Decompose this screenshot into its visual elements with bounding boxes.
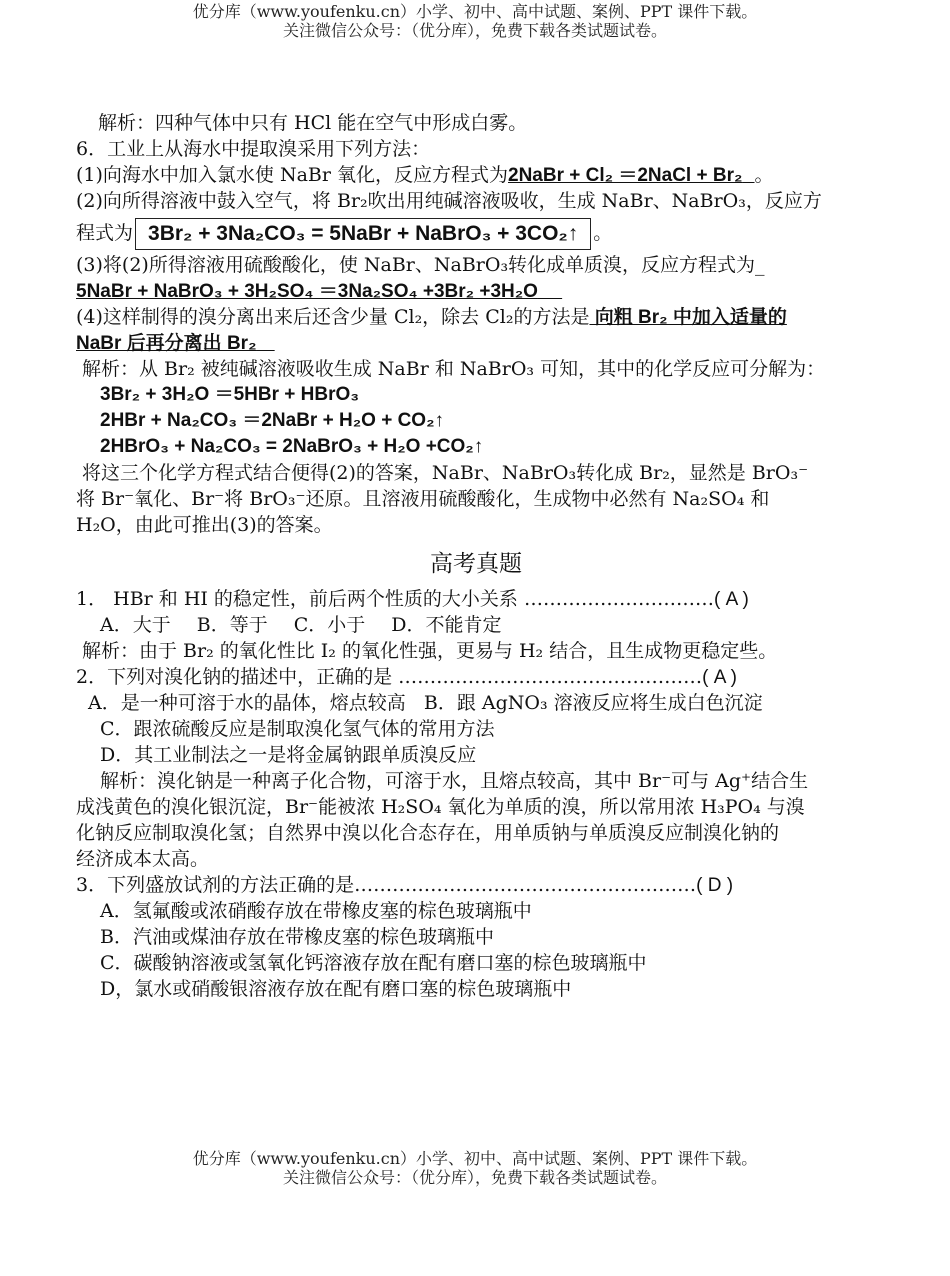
gq2-analysis-line-3: 化钠反应制取溴化氢；自然界中溴以化合态存在，用单质钠与单质溴反应制溴化钠的 — [76, 822, 780, 844]
section-title: 高考真题 — [430, 551, 522, 577]
gq3-answer: ( D ) — [696, 875, 734, 896]
q6-part4-prefix: (4)这样制得的溴分离出来后还含少量 Cl₂，除去 Cl₂的方法是 — [76, 306, 590, 328]
q6-part1-suffix: 。 — [754, 164, 774, 186]
page-footer — [0, 1149, 950, 1187]
gq3-option-a: A．氢氟酸或浓硝酸存放在带橡皮塞的棕色玻璃瓶中 — [100, 900, 532, 922]
gq3-option-c: C．碳酸钠溶液或氢氧化钙溶液存放在配有磨口塞的棕色玻璃瓶中 — [100, 952, 647, 974]
q6-part3-answer-line — [76, 278, 876, 304]
q6-analysis-line-3: H₂O，由此可推出(3)的答案。 — [76, 514, 333, 536]
q6-part2-answer-box: 3Br₂ + 3Na₂CO₃ = 5NaBr + NaBrO₃ + 3CO₂↑ — [135, 218, 591, 250]
q6-part4-line2 — [76, 330, 876, 356]
gq2-analysis-line-2: 成浅黄色的溴化银沉淀，Br⁻能被浓 H₂SO₄ 氧化为单质的溴，所以常用浓 H₃PO₄ 与溴 — [76, 796, 805, 818]
q6-stem: 6．工业上从海水中提取溴采用下列方法： — [76, 138, 431, 160]
q6-part4-answer-1: 向粗 Br₂ 中加入适量的 — [589, 307, 787, 328]
q6-part4-answer-2: NaBr 后再分离出 Br₂ — [76, 333, 257, 354]
gq2-option-b: B．跟 AgNO₃ 溶液反应将生成白色沉淀 — [423, 692, 763, 714]
q6-part2-line1: (2)向所得溶液中鼓入空气，将 Br₂吹出用纯碱溶液吸收，生成 NaBr、NaBrO₃，反应方 — [76, 190, 822, 212]
footer-line-1: 优分库（www.youfenku.cn）小学、初中、高中试题、案例、PPT 课件下载。 — [192, 1149, 758, 1168]
gq1-analysis: 解析：由于 Br₂ 的氧化性比 I₂ 的氧化性强，更易与 H₂ 结合，且生成物更稳定些。 — [82, 640, 778, 662]
gq1-stem: 1． HBr 和 HI 的稳定性，前后两个性质的大小关系 ………………………… — [76, 588, 714, 610]
gq2-analysis-line-4: 经济成本太高。 — [76, 848, 210, 870]
q6-equation-1: 3Br₂ + 3H₂O ＝5HBr + HBrO₃ — [100, 384, 360, 405]
document-body — [76, 110, 876, 1002]
gq1-stem-line — [76, 586, 876, 612]
gq1-option-c: C．小于 — [293, 614, 366, 636]
gq3-option-b: B．汽油或煤油存放在带橡皮塞的棕色玻璃瓶中 — [100, 926, 494, 948]
q6-equation-2: 2HBr + Na₂CO₃ ＝2NaBr + H₂O + CO₂↑ — [100, 410, 445, 431]
q6-part2-suffix: 。 — [593, 222, 613, 244]
q6-analysis-intro: 解析：从 Br₂ 被纯碱溶液吸收生成 NaBr 和 NaBrO₃ 可知，其中的化学反应可分解为： — [82, 358, 826, 380]
gq2-stem-line — [76, 664, 876, 690]
header-line-2: 关注微信公众号：（优分库），免费下载各类试题试卷。 — [282, 21, 667, 40]
gq1-option-d: D．不能肯定 — [391, 614, 502, 636]
q6-part3-answer: 5NaBr + NaBrO₃ + 3H₂SO₄ ＝3Na₂SO₄ +3Br₂ +3H₂O — [76, 281, 538, 302]
header-line-1: 优分库（www.youfenku.cn）小学、初中、高中试题、案例、PPT 课件下载。 — [192, 2, 758, 21]
q6-part2-prefix: 程式为 — [76, 222, 134, 244]
q6-analysis-line-2: 将 Br⁻氧化、Br⁻将 BrO₃⁻还原。且溶液用硫酸酸化，生成物中必然有 Na₂SO₄ 和 — [76, 488, 770, 510]
q6-analysis-line-1: 将这三个化学方程式结合便得(2)的答案，NaBr、NaBrO₃转化成 Br₂，显然是 BrO₃⁻ — [82, 462, 809, 484]
q6-part3-line1: (3)将(2)所得溶液用硫酸酸化，使 NaBr、NaBrO₃转化成单质溴，反应方程式为_ — [76, 254, 765, 276]
gq2-option-a: A．是一种可溶于水的晶体，熔点较高 — [88, 692, 406, 714]
gq2-analysis-line-1: 解析：溴化钠是一种离子化合物，可溶于水，且熔点较高，其中 Br⁻可与 Ag⁺结合生 — [100, 770, 809, 792]
gq1-answer: ( A ) — [713, 589, 749, 610]
gq2-options-ab — [76, 690, 876, 716]
analysis-q5: 解析：四种气体中只有 HCl 能在空气中形成白雾。 — [98, 112, 528, 134]
page-header — [0, 2, 950, 40]
gq2-option-d: D．其工业制法之一是将金属钠跟单质溴反应 — [100, 744, 477, 766]
gq3-stem-line — [76, 872, 876, 898]
q6-part1-prefix: (1)向海水中加入氯水使 NaBr 氧化，反应方程式为 — [76, 164, 508, 186]
gq3-stem: 3．下列盛放试剂的方法正确的是……………………………………………… — [76, 874, 697, 896]
gq2-option-c: C．跟浓硫酸反应是制取溴化氢气体的常用方法 — [100, 718, 495, 740]
q6-part4-line1 — [76, 304, 876, 330]
gq1-option-a: A．大于 — [100, 614, 171, 636]
q6-part1 — [76, 162, 876, 188]
gq1-options — [76, 612, 876, 638]
footer-line-2: 关注微信公众号：（优分库），免费下载各类试题试卷。 — [282, 1168, 667, 1187]
gq2-stem: 2．下列对溴化钠的描述中，正确的是 ………………………………………… — [76, 666, 703, 688]
q6-equation-3: 2HBrO₃ + Na₂CO₃ = 2NaBrO₃ + H₂O +CO₂↑ — [100, 436, 484, 457]
gq3-option-d: D，氯水或硝酸银溶液存放在配有磨口塞的棕色玻璃瓶中 — [100, 978, 572, 1000]
gq1-option-b: B．等于 — [196, 614, 268, 636]
gq2-answer: ( A ) — [702, 667, 737, 688]
q6-part1-answer: 2NaBr + Cl₂ ＝2NaCl + Br₂ — [508, 165, 743, 186]
q6-part2-line2 — [76, 214, 876, 252]
